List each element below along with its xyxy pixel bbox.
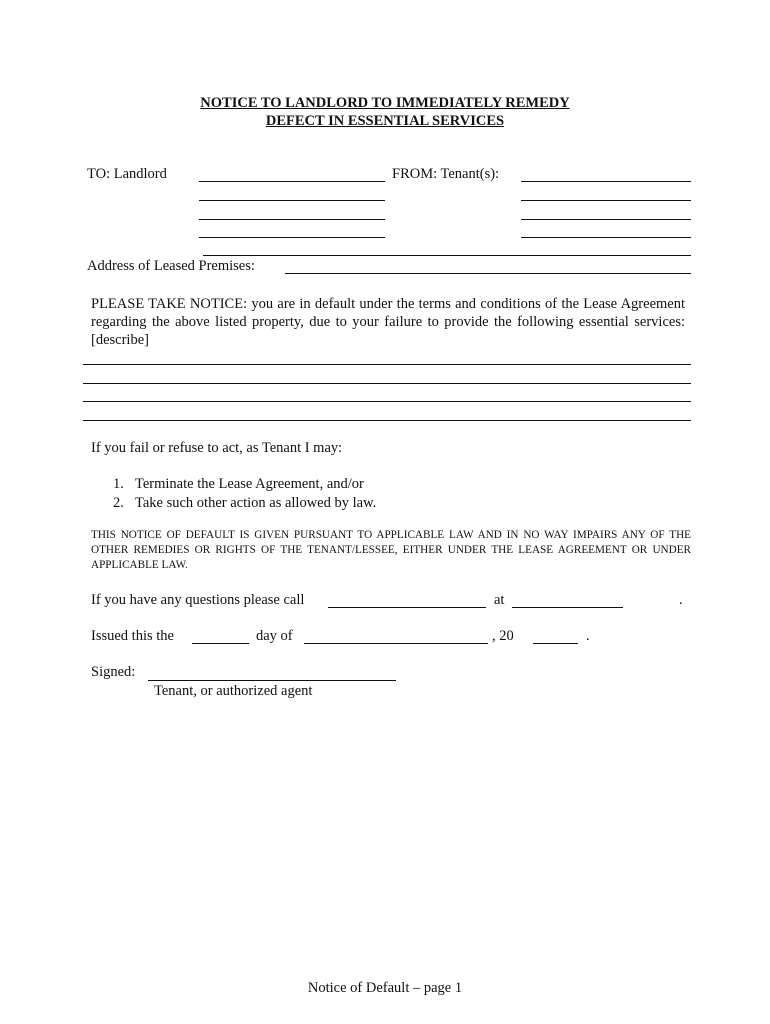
document-title-line-2: DEFECT IN ESSENTIAL SERVICES xyxy=(265,113,505,129)
contact-phone-line[interactable] xyxy=(328,607,486,608)
to-landlord-label: TO: Landlord xyxy=(87,166,167,182)
description-line-4[interactable] xyxy=(83,420,691,421)
landlord-name-line[interactable] xyxy=(199,181,385,182)
contact-period: . xyxy=(679,592,683,608)
remedies-intro: If you fail or refuse to act, as Tenant I may: xyxy=(91,440,343,456)
premises-line-upper[interactable] xyxy=(203,255,691,256)
description-line-3[interactable] xyxy=(83,401,691,402)
signature-caption: Tenant, or authorized agent xyxy=(154,683,313,699)
premises-label: Address of Leased Premises: xyxy=(87,258,255,274)
issued-year-prefix: , 20 xyxy=(492,628,514,644)
issued-month-line[interactable] xyxy=(304,643,488,644)
landlord-address-line-3[interactable] xyxy=(199,237,385,238)
tenant-address-line-3[interactable] xyxy=(521,237,691,238)
from-tenant-label: FROM: Tenant(s): xyxy=(392,166,500,182)
list-item: 1. Terminate the Lease Agreement, and/or xyxy=(113,476,364,492)
issued-period: . xyxy=(586,628,590,644)
landlord-address-line-1[interactable] xyxy=(199,200,385,201)
tenant-address-line-1[interactable] xyxy=(521,200,691,201)
issued-year-line[interactable] xyxy=(533,643,578,644)
signature-line[interactable] xyxy=(148,680,396,681)
document-title-line-1: NOTICE TO LANDLORD TO IMMEDIATELY REMEDY xyxy=(200,95,570,111)
description-line-2[interactable] xyxy=(83,383,691,384)
list-item: 2. Take such other action as allowed by law. xyxy=(113,495,377,511)
landlord-address-line-2[interactable] xyxy=(199,219,385,220)
premises-address-line[interactable] xyxy=(285,273,691,274)
remedies-list xyxy=(113,475,376,513)
contact-time-line[interactable] xyxy=(512,607,623,608)
issued-day-of-label: day of xyxy=(256,628,293,644)
notice-paragraph: PLEASE TAKE NOTICE: you are in default under the terms and conditions of the Lease Agreement regarding the above listed property, due to your failure to provide the following essential services: [describe] xyxy=(91,296,685,348)
description-line-1[interactable] xyxy=(83,364,691,365)
page-footer: Notice of Default – page 1 xyxy=(307,980,463,996)
signed-label: Signed: xyxy=(91,664,136,680)
tenant-name-line[interactable] xyxy=(521,181,691,182)
legal-notice-paragraph: THIS NOTICE OF DEFAULT IS GIVEN PURSUANT TO APPLICABLE LAW AND IN NO WAY IMPAIRS ANY OF THE OTHER REMEDIES OR RIGHTS OF THE TENANT/LESSEE, EITHER UNDER THE LEASE AGREEMENT OR UNDER APPLICABLE LAW. xyxy=(91,529,691,571)
contact-label: If you have any questions please call xyxy=(91,592,305,608)
contact-at-label: at xyxy=(494,592,505,608)
issued-label: Issued this the xyxy=(91,628,174,644)
tenant-address-line-2[interactable] xyxy=(521,219,691,220)
issued-day-line[interactable] xyxy=(192,643,249,644)
